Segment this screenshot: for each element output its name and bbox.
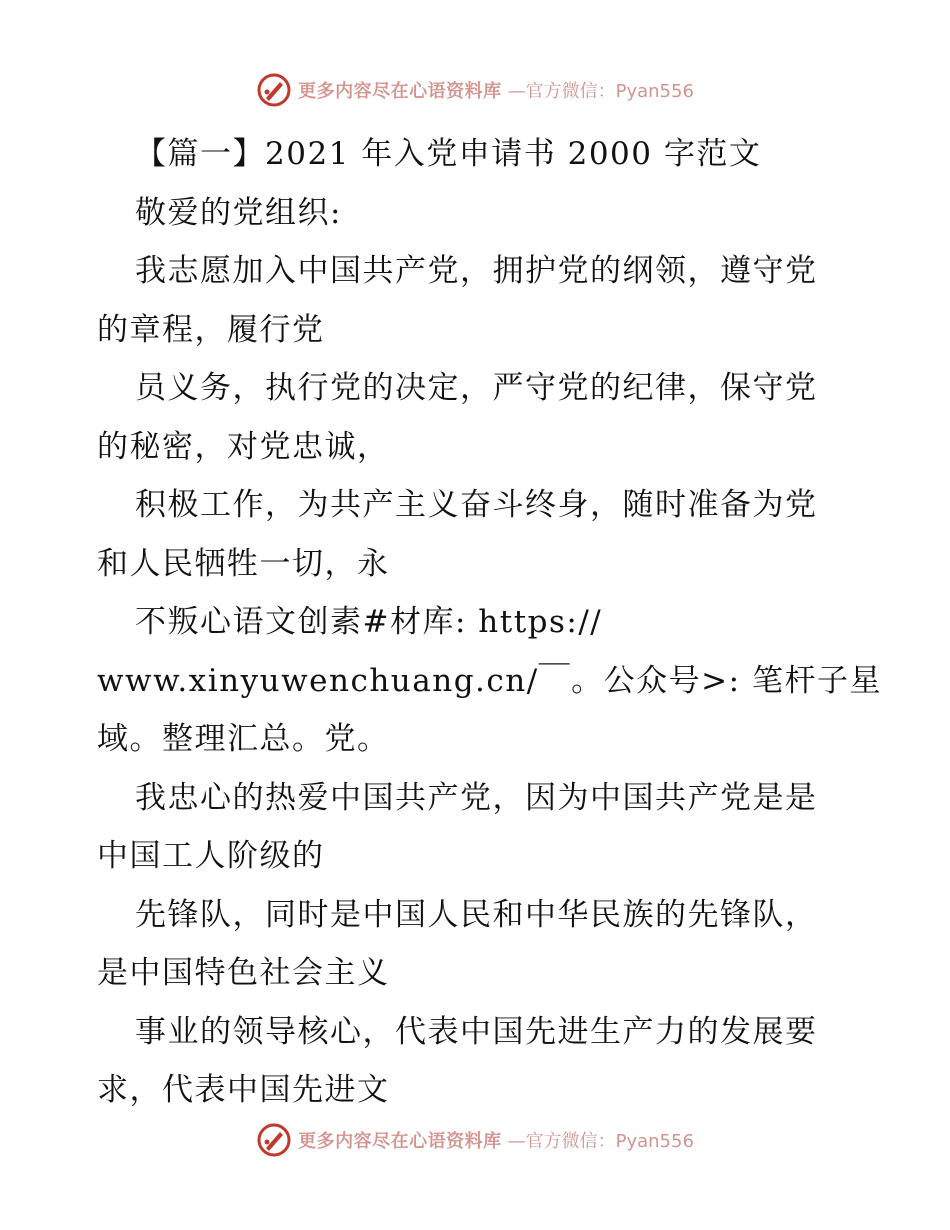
text-line: 不叛心语文创素#材库: https:// <box>135 604 603 640</box>
text-line: 和人民牺牲一切，永 <box>97 545 390 582</box>
text-line: 事业的领导核心，代表中国先进生产力的发展要 <box>135 1013 818 1050</box>
document-body <box>97 125 882 1120</box>
text-line: 员义务，执行党的决定，严守党的纪律，保守党 <box>135 370 818 406</box>
text-line: 积极工作，为共产主义奋斗终身，随时准备为党 <box>135 487 818 523</box>
header-banner-main: 更多内容尽在心语资料库 <box>298 81 502 102</box>
text-line: 的秘密，对党忠诚， <box>97 428 390 465</box>
logo-icon <box>256 72 292 108</box>
footer-banner <box>0 1120 950 1160</box>
footer-banner-main: 更多内容尽在心语资料库 <box>298 1131 502 1152</box>
header-banner <box>0 70 950 110</box>
text-line: 求，代表中国先进文 <box>97 1072 390 1108</box>
footer-banner-sub: —官方微信：Pyan556 <box>507 1131 694 1152</box>
text-line: 先锋队，同时是中国人民和中华民族的先锋队， <box>135 896 818 933</box>
text-line: www.xinyuwenchuang.cn/￣。公众号>: 笔杆子星 <box>97 662 882 699</box>
text-line: 域。整理汇总。党。 <box>97 721 390 757</box>
document-title: 【篇一】2021 年入党申请书 2000 字范文 <box>135 136 762 172</box>
text-line: 中国工人阶级的 <box>97 838 325 874</box>
text-line: 敬爱的党组织: <box>135 194 342 231</box>
text-line: 我忠心的热爱中国共产党，因为中国共产党是是 <box>135 779 818 816</box>
text-line: 是中国特色社会主义 <box>97 955 390 991</box>
logo-icon <box>256 1122 292 1158</box>
text-line: 我志愿加入中国共产党，拥护党的纲领，遵守党 <box>135 253 818 289</box>
header-banner-sub: —官方微信：Pyan556 <box>507 81 694 102</box>
text-line: 的章程，履行党 <box>97 311 325 348</box>
